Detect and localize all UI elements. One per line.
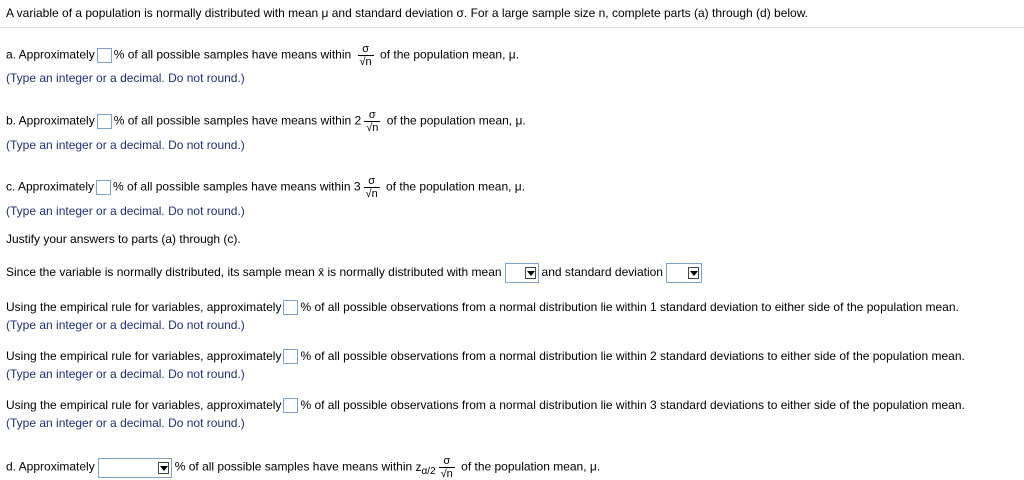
since-middle: and standard deviation <box>541 265 663 280</box>
part-a-suffix: of the population mean, μ. <box>380 47 520 62</box>
part-d-fraction <box>439 455 455 480</box>
empirical-3-row <box>6 398 965 413</box>
part-c-middle: % of all possible samples have means within <box>113 179 351 194</box>
part-a-middle: % of all possible samples have means within <box>113 47 352 62</box>
part-b-fraction <box>364 109 380 134</box>
sigma: σ <box>362 43 369 55</box>
sqrt-n: √n <box>366 122 379 134</box>
empirical-3-prefix: Using the empirical rule for variables, approximately <box>6 398 282 412</box>
part-c-row <box>6 175 525 200</box>
z-symbol: z <box>415 459 422 474</box>
part-d-suffix: of the population mean, μ. <box>461 459 601 474</box>
part-b-middle: % of all possible samples have means within <box>113 113 352 128</box>
z-subscript: α/2 <box>421 465 436 477</box>
part-a-row <box>6 43 519 68</box>
part-c-suffix: of the population mean, μ. <box>386 179 526 194</box>
part-a-answer-input[interactable] <box>97 48 112 63</box>
justify-label: Justify your answers to parts (a) through (c). <box>6 232 241 246</box>
part-b-coefficient: 2 <box>354 113 362 128</box>
part-d-middle: % of all possible samples have means within <box>174 459 413 474</box>
sigma: σ <box>368 109 376 121</box>
std-dev-dropdown[interactable] <box>666 263 702 283</box>
part-c-hint: (Type an integer or a decimal. Do not round.) <box>6 204 245 218</box>
empirical-3-answer-input[interactable] <box>283 398 298 413</box>
sigma: σ <box>368 175 375 187</box>
z-critical <box>415 459 436 477</box>
part-a-hint: (Type an integer or a decimal. Do not round.) <box>6 71 245 85</box>
chevron-down-icon[interactable] <box>158 462 169 474</box>
since-prefix: Since the variable is normally distributed, its sample mean x̄ is normally distributed with mean <box>6 265 502 280</box>
sigma: σ <box>443 455 451 467</box>
empirical-3-hint: (Type an integer or a decimal. Do not round.) <box>6 416 245 430</box>
part-b-prefix: b. Approximately <box>6 113 95 128</box>
sqrt-n: √n <box>440 468 453 480</box>
part-d-answer-dropdown[interactable] <box>98 458 172 478</box>
sqrt-n: √n <box>365 188 378 200</box>
empirical-3-suffix: % of all possible observations from a normal distribution lie within 3 standard deviations to either side of the population mean. <box>300 398 965 412</box>
part-b-row <box>6 109 526 134</box>
part-b-answer-input[interactable] <box>97 114 112 129</box>
part-c-answer-input[interactable] <box>96 180 111 195</box>
empirical-2-row <box>6 349 965 364</box>
chevron-down-icon[interactable] <box>525 267 536 279</box>
empirical-1-hint: (Type an integer or a decimal. Do not round.) <box>6 318 245 332</box>
empirical-2-hint: (Type an integer or a decimal. Do not round.) <box>6 367 245 381</box>
chevron-down-icon[interactable] <box>688 267 699 279</box>
part-b-suffix: of the population mean, μ. <box>386 113 526 128</box>
part-a-fraction <box>358 43 374 68</box>
empirical-1-prefix: Using the empirical rule for variables, approximately <box>6 300 282 314</box>
mean-dropdown[interactable] <box>505 263 539 283</box>
empirical-1-row <box>6 300 959 315</box>
empirical-2-suffix: % of all possible observations from a normal distribution lie within 2 standard deviations to either side of the population mean. <box>300 349 965 363</box>
empirical-2-answer-input[interactable] <box>283 349 298 364</box>
part-c-prefix: c. Approximately <box>6 179 95 194</box>
part-a-prefix: a. Approximately <box>6 47 95 62</box>
question-header: A variable of a population is normally distributed with mean μ and standard deviation σ. For a large sample size n, complete parts (a) through (d) below. <box>6 6 809 20</box>
since-row <box>6 263 705 283</box>
part-b-hint: (Type an integer or a decimal. Do not round.) <box>6 138 245 152</box>
part-d-row <box>6 455 600 480</box>
part-d-prefix: d. Approximately <box>6 459 95 474</box>
empirical-2-prefix: Using the empirical rule for variables, approximately <box>6 349 282 363</box>
part-c-coefficient: 3 <box>353 179 361 194</box>
header-divider <box>0 27 1024 28</box>
part-c-fraction <box>364 175 380 200</box>
empirical-1-suffix: % of all possible observations from a normal distribution lie within 1 standard deviation to either side of the population mean. <box>300 300 959 314</box>
empirical-1-answer-input[interactable] <box>283 300 298 315</box>
sqrt-n: √n <box>359 56 372 68</box>
